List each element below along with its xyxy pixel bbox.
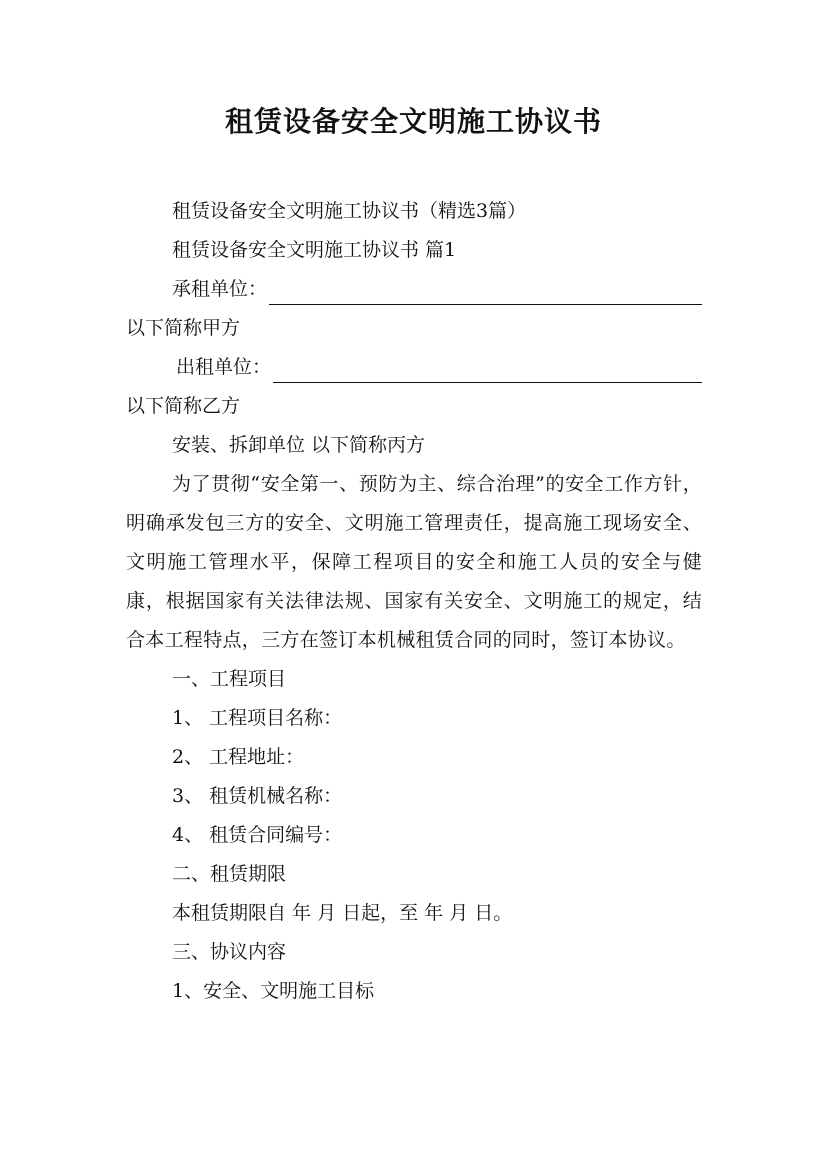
intro-line-2: 租赁设备安全文明施工协议书 篇1 (172, 239, 457, 261)
document-title: 租赁设备安全文明施工协议书 (224, 105, 602, 138)
lessor-note: 以下简称乙方 (126, 395, 241, 417)
lessor-field (126, 348, 702, 387)
list-item-contract-number: 4、 租赁合同编号： (172, 824, 343, 846)
subsection-safety-goal: 1、安全、文明施工目标 (172, 980, 375, 1002)
lessee-note: 以下简称甲方 (126, 317, 241, 339)
body-paragraph: 为了贯彻“安全第一、预防为主、综合治理”的安全工作方针，明确承发包三方的安全、文明施工管理责任，提高施工现场安全、文明施工管理水平，保障工程项目的安全和施工人员的安全与健康，根据国家有关法律法规、国家有关安全、文明施工的规定，结合本工程特点，三方在签订本机械租赁合同的同时，签订本协议。 (126, 473, 702, 651)
list-item-machine-name: 3、 租赁机械名称： (172, 785, 343, 807)
installer-line: 安装、拆卸单位 以下简称丙方 (172, 434, 426, 456)
lessor-blank-line (273, 354, 702, 383)
list-item-project-name: 1、 工程项目名称： (172, 707, 343, 729)
section-heading-1: 一、工程项目 (172, 668, 287, 690)
intro-line-1: 租赁设备安全文明施工协议书（精选3篇） (172, 200, 527, 222)
lessee-label: 承租单位： (172, 278, 268, 300)
section-heading-3: 三、协议内容 (172, 941, 287, 963)
lease-period-line: 本租赁期限自 年 月 日起，至 年 月 日。 (172, 902, 513, 924)
lessee-blank-line (269, 276, 702, 305)
lessor-label: 出租单位： (176, 356, 272, 378)
lessee-field (126, 270, 702, 309)
list-item-project-address: 2、 工程地址： (172, 746, 305, 768)
section-heading-2: 二、租赁期限 (172, 863, 287, 885)
document-body (126, 192, 702, 1011)
